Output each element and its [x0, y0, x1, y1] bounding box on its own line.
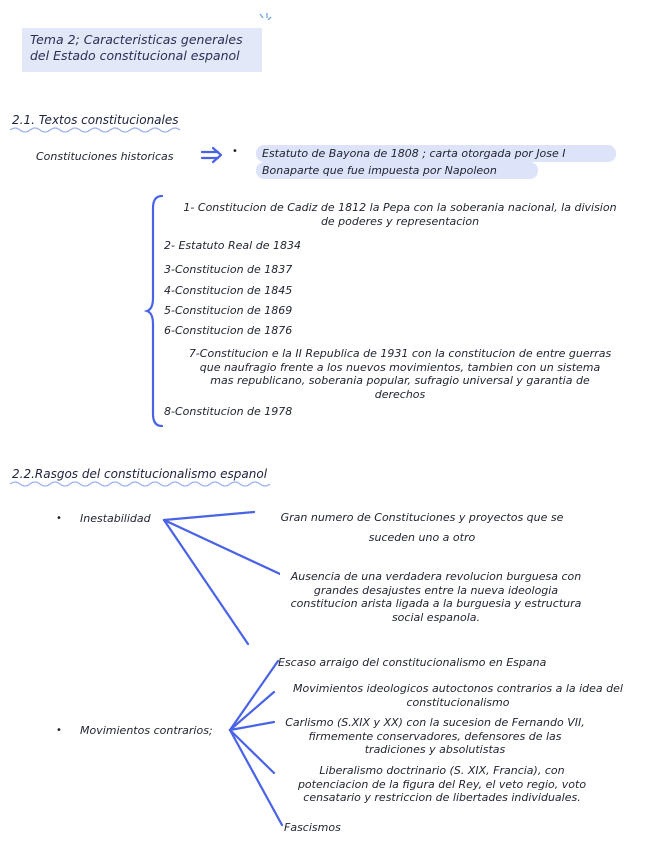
inestabilidad-branch-1: Gran numero de Constituciones y proyectos que se suceden uno a otro: [280, 511, 564, 544]
bayona-highlight: [256, 144, 616, 180]
double-arrow-icon: [200, 146, 226, 164]
title-line-1: Tema 2; Caracteristicas generales: [30, 32, 243, 47]
section-2-underline: [10, 480, 280, 488]
bullet: •: [56, 725, 62, 736]
bullet: •: [56, 513, 62, 524]
title-line-2: del Estado constitucional espanol: [30, 48, 240, 63]
movimientos-branch-1: Escaso arraigo del constitucionalismo en Espana: [278, 656, 547, 669]
highlight-line-1: Estatuto de Bayona de 1808 ; carta otorgada por Jose I: [262, 147, 566, 160]
section-2-heading: 2.2.Rasgos del constitucionalismo espanol: [12, 467, 268, 481]
list-item: 3-Constitucion de 1837: [164, 263, 293, 276]
page-title: [30, 32, 243, 64]
bullet: •: [232, 146, 238, 157]
movimientos-branch-5: Fascismos: [284, 821, 341, 834]
inestabilidad-label: Inestabilidad: [80, 512, 151, 525]
movimientos-label: Movimientos contrarios;: [80, 724, 213, 737]
highlight-line-2: Bonaparte que fue impuesta por Napoleon: [262, 164, 497, 177]
inestabilidad-branch-2: Ausencia de una verdadera revolucion burguesa con grandes desajustes entre la nueva ideologia constitucion arista ligada a la burguesia y estructura social espanola.: [290, 570, 582, 624]
section-1-underline: [10, 126, 186, 134]
sparkle-icon: [258, 12, 274, 26]
list-item: 4-Constitucion de 1845: [164, 284, 293, 297]
movimientos-branch-2: Movimientos ideologicos autoctonos contrarios a la idea del constitucionalismo: [293, 682, 623, 709]
movimientos-branch-3: Carlismo (S.XIX y XX) con la sucesion de Fernando VII, firmemente conservadores, defensores de las tradiciones y absolutistas: [285, 716, 585, 756]
list-item: 1- Constitucion de Cadiz de 1812 la Pepa con la soberania nacional, la division de poderes y representacion: [183, 201, 617, 228]
list-item: 5-Constitucion de 1869: [164, 304, 293, 317]
movimientos-branch-4: Liberalismo doctrinario (S. XIX, Francia), con potenciacion de la figura del Rey, el veto regio, voto censatario y restriccion de libertades individuales.: [297, 764, 587, 804]
list-item: 7-Constitucion e la II Republica de 1931 con la constitucion de entre guerras que naufragio frente a los nuevos movimientos, tambien con un sistema mas republicano, soberania popular, sufragio universal y garantia de derechos: [188, 347, 612, 401]
list-item: 2- Estatuto Real de 1834: [164, 239, 301, 252]
list-item: 8-Constitucion de 1978: [164, 405, 293, 418]
constituciones-historicas-label: Constituciones historicas: [36, 150, 174, 163]
list-item: 6-Constitucion de 1876: [164, 324, 293, 337]
section-1-heading: 2.1. Textos constitucionales: [12, 113, 179, 127]
